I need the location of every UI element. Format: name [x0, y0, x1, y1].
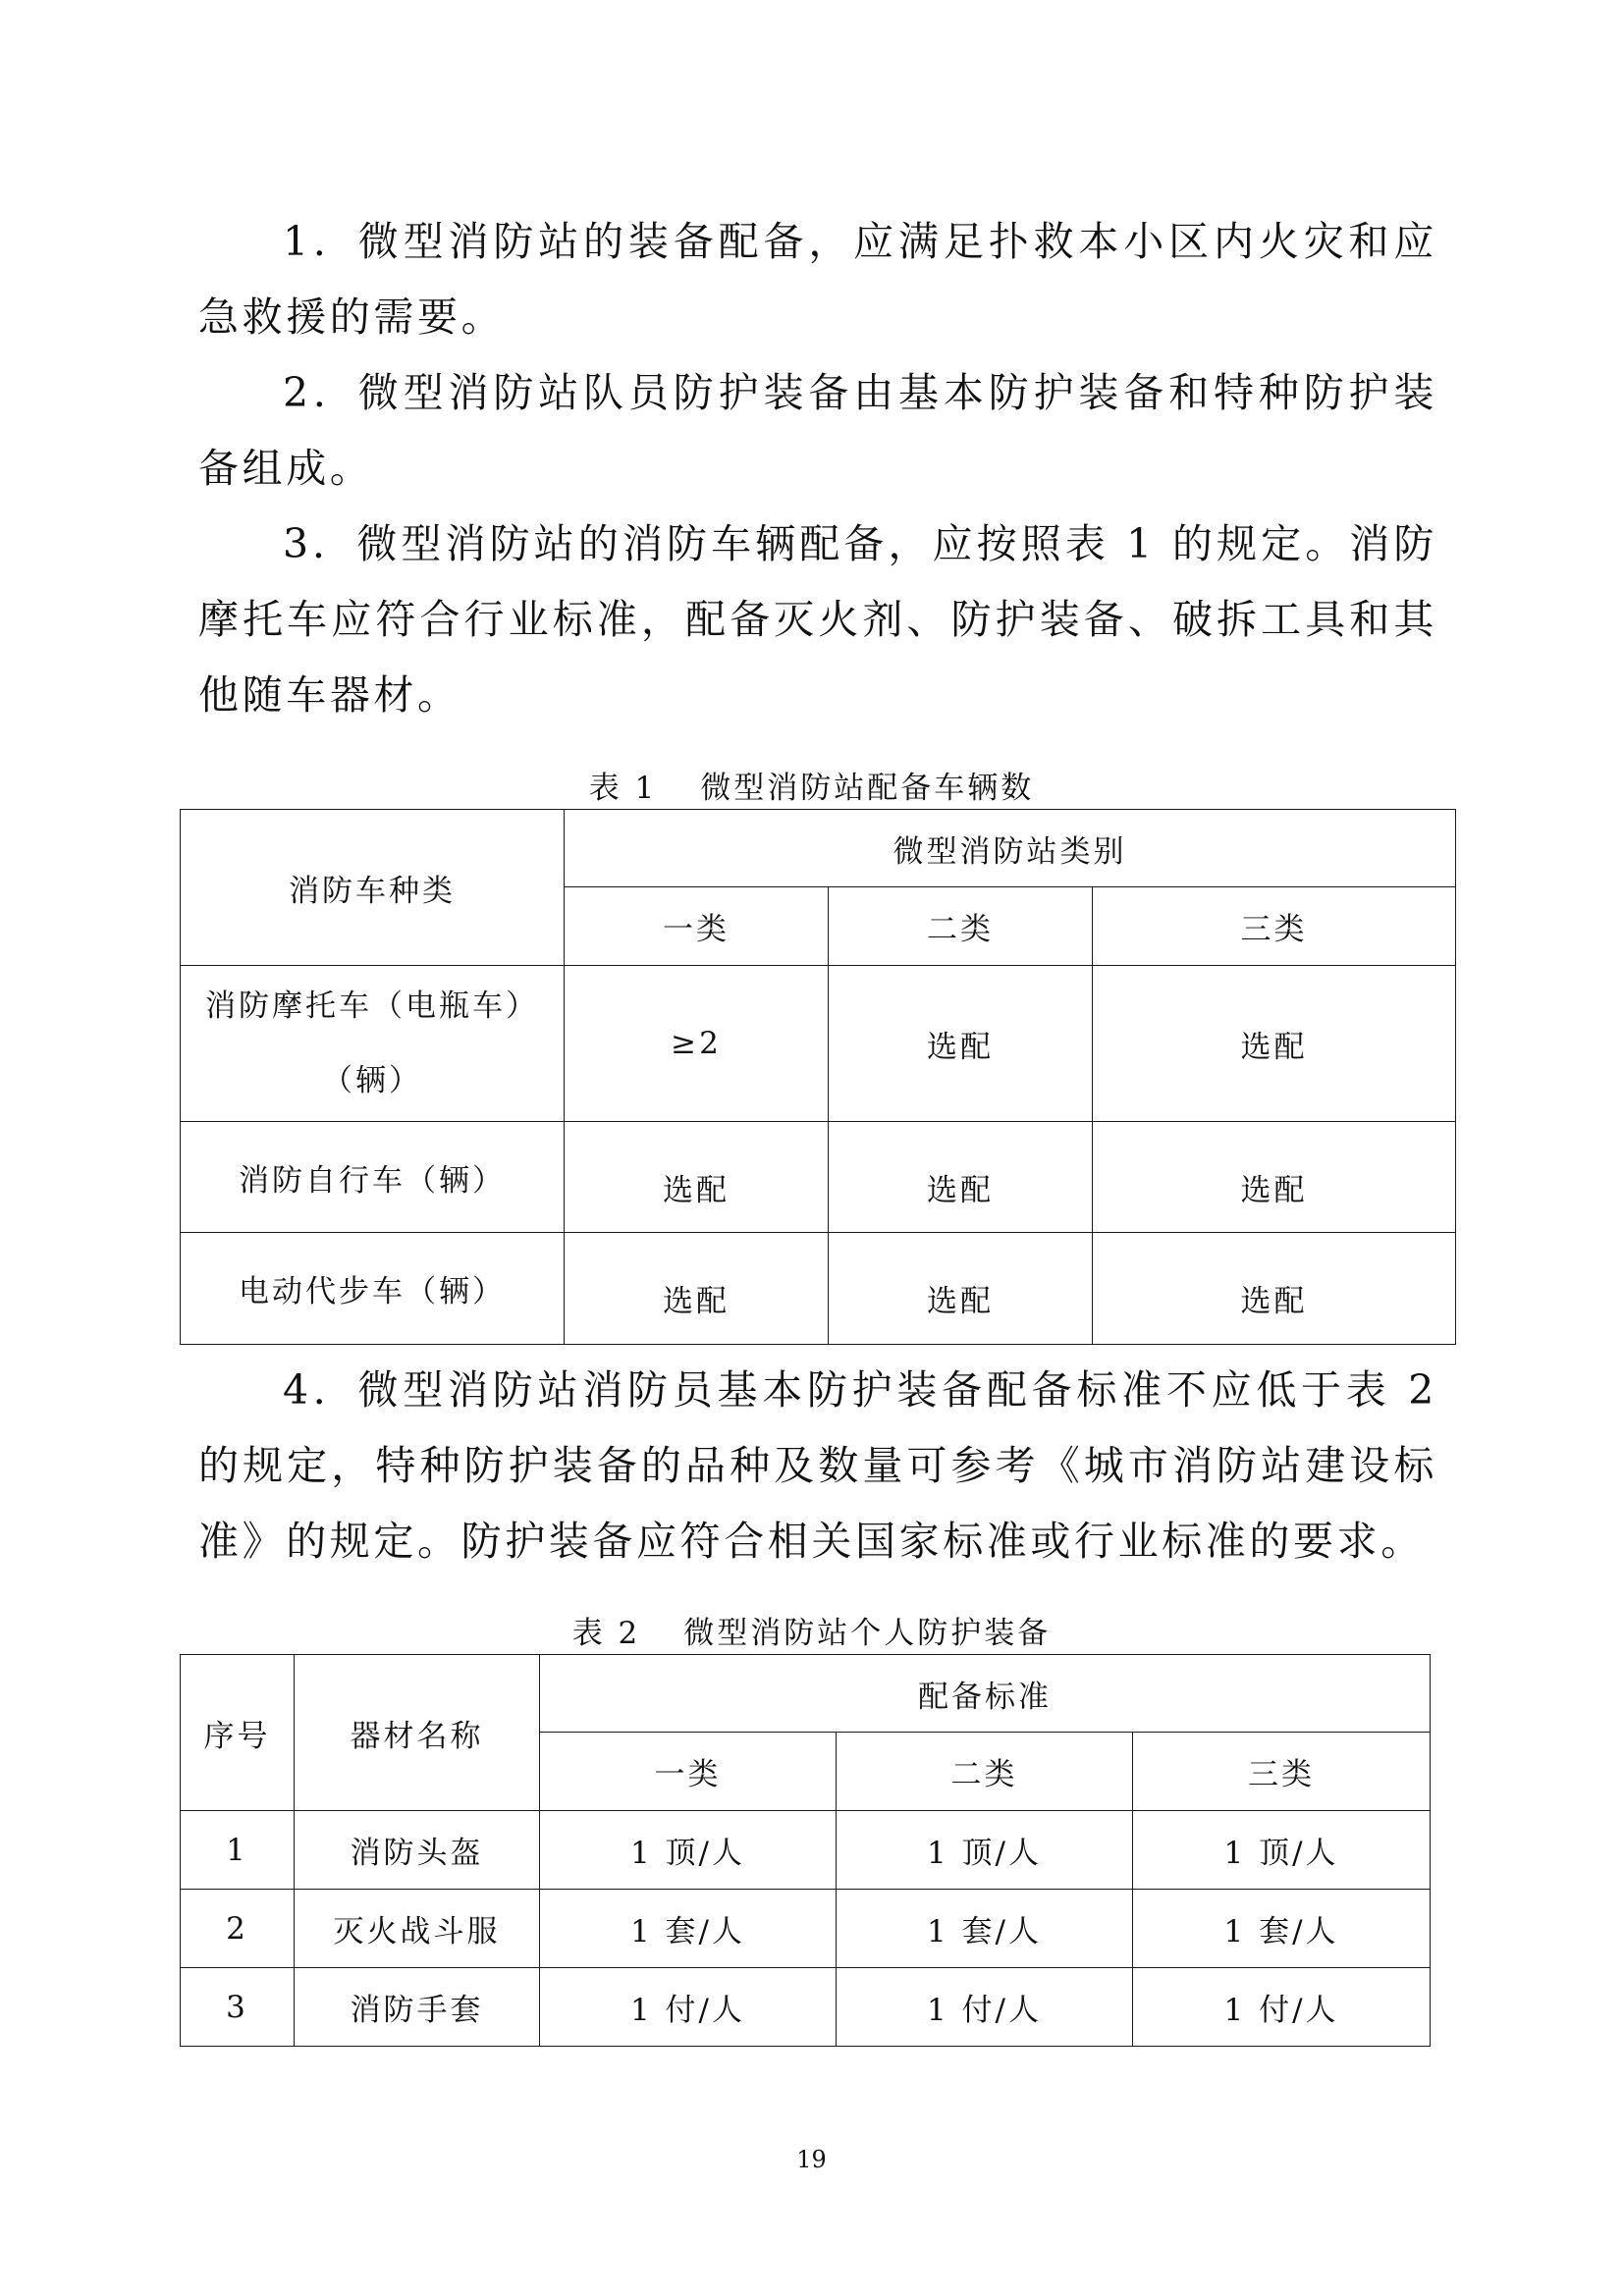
table1-col-header-2: 二类	[829, 887, 1093, 966]
table2-row3-c2: 1 付/人	[837, 1968, 1133, 2047]
table-row	[181, 966, 1456, 1122]
paragraph-4: 4．微型消防站消防员基本防护装备配备标准不应低于表 2 的规定，特种防护装备的品种及数量可参考《城市消防站建设标准》的规定。防护装备应符合相关国家标准或行业标准的要求。	[198, 1366, 1437, 1565]
table1-row1-name-line1: 消防摩托车（电瓶车）	[205, 988, 539, 1024]
table1-row1-c2: 选配	[829, 966, 1093, 1122]
table2-row3-name: 消防手套	[295, 1968, 540, 2047]
table1-caption-title: 微型消防站配备车辆数	[700, 771, 1035, 806]
protective-equipment-table	[180, 1654, 1431, 2047]
table1-row1-name	[181, 966, 565, 1122]
table1-header-type: 消防车种类	[181, 810, 565, 966]
table2-header-no: 序号	[181, 1655, 295, 1811]
table2-row2-name: 灭火战斗服	[295, 1890, 540, 1968]
table2-col-header-2: 二类	[837, 1733, 1133, 1811]
paragraph-3: 3．微型消防站的消防车辆配备，应按照表 1 的规定。消防摩托车应符合行业标准，配备灭火剂、防护装备、破拆工具和其他随车器材。	[198, 520, 1437, 719]
table1-row2-c1: 选配	[565, 1122, 829, 1233]
table1-caption	[0, 763, 1623, 807]
table2-row1-no: 1	[181, 1811, 295, 1890]
table-row	[181, 1890, 1431, 1968]
table2-caption	[0, 1608, 1623, 1652]
table1-caption-number: 表 1	[588, 771, 658, 806]
table1-col-header-1: 一类	[565, 887, 829, 966]
table2-caption-title: 微型消防站个人防护装备	[683, 1616, 1052, 1651]
table2-header-standard: 配备标准	[540, 1655, 1431, 1733]
table1-row3-c1: 选配	[565, 1233, 829, 1345]
table2-row3-no: 3	[181, 1968, 295, 2047]
table2-col-header-3: 三类	[1133, 1733, 1431, 1811]
table1-row2-c2: 选配	[829, 1122, 1093, 1233]
table1-row2-name: 消防自行车（辆）	[181, 1122, 565, 1233]
paragraph-1: 1．微型消防站的装备配备，应满足扑救本小区内火灾和应急救援的需要。	[198, 218, 1437, 341]
table1-row3-c3: 选配	[1093, 1233, 1456, 1345]
table-row	[181, 1968, 1431, 2047]
table1-col-header-3: 三类	[1093, 887, 1456, 966]
table2-row3-c1: 1 付/人	[540, 1968, 837, 2047]
table-row	[181, 1122, 1456, 1233]
table2-row2-c2: 1 套/人	[837, 1890, 1133, 1968]
table1-row1-c1: ≥2	[565, 966, 829, 1122]
table1-row3-c2: 选配	[829, 1233, 1093, 1345]
table1-row2-c3: 选配	[1093, 1122, 1456, 1233]
page-number: 19	[796, 2146, 827, 2173]
table2-header-name: 器材名称	[295, 1655, 540, 1811]
table2-row2-no: 2	[181, 1890, 295, 1968]
table1-header-category: 微型消防站类别	[565, 810, 1456, 887]
table2-row1-name: 消防头盔	[295, 1811, 540, 1890]
table-row	[181, 1811, 1431, 1890]
table-row	[181, 1233, 1456, 1345]
table2-row3-c3: 1 付/人	[1133, 1968, 1431, 2047]
table2-col-header-1: 一类	[540, 1733, 837, 1811]
table2-row2-c3: 1 套/人	[1133, 1890, 1431, 1968]
table2-row2-c1: 1 套/人	[540, 1890, 837, 1968]
table2-row1-c1: 1 顶/人	[540, 1811, 837, 1890]
table2-caption-number: 表 2	[571, 1616, 641, 1651]
table2-row1-c3: 1 顶/人	[1133, 1811, 1431, 1890]
table2-row1-c2: 1 顶/人	[837, 1811, 1133, 1890]
vehicle-table	[180, 809, 1456, 1345]
paragraph-2: 2．微型消防站队员防护装备由基本防护装备和特种防护装备组成。	[198, 369, 1437, 492]
table1-row1-c3: 选配	[1093, 966, 1456, 1122]
table1-row3-name: 电动代步车（辆）	[181, 1233, 565, 1345]
table1-row1-name-line2: （辆）	[322, 1063, 422, 1098]
